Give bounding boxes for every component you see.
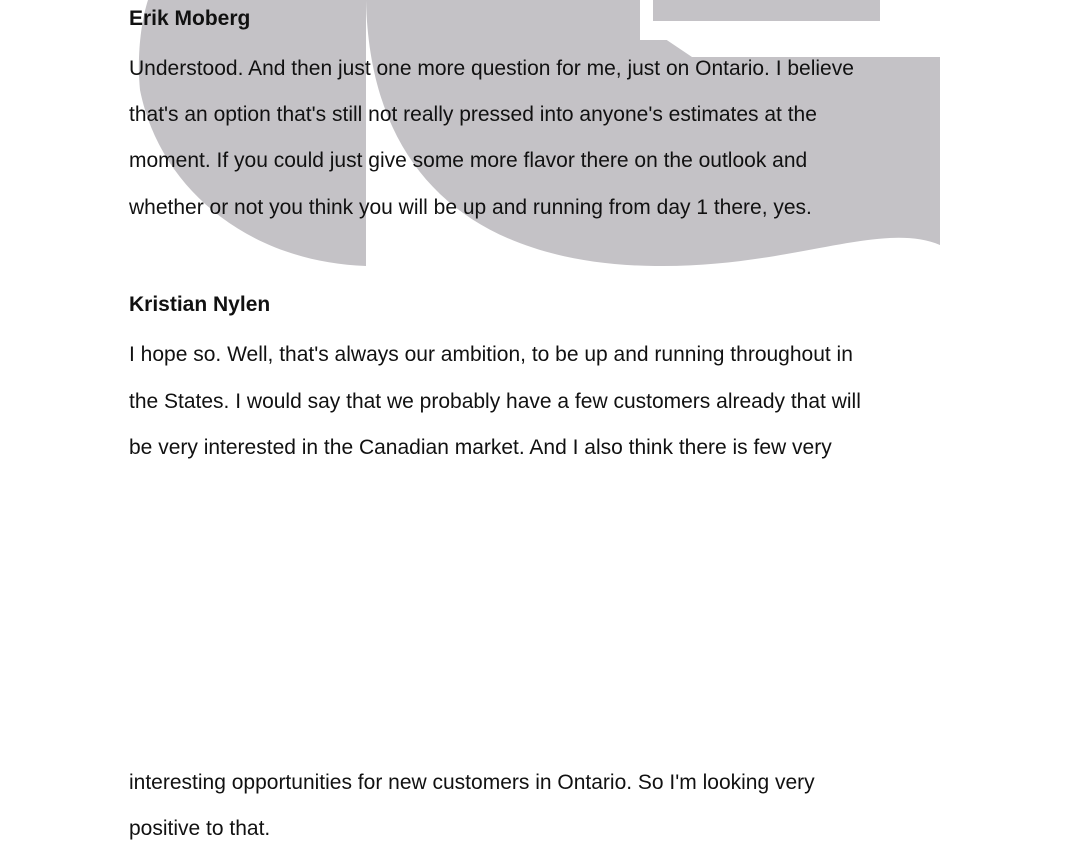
watermark-left-arc bbox=[139, 0, 366, 266]
transcript-line: whether or not you think you will be up and running from day 1 there, yes. bbox=[129, 196, 812, 219]
transcript-line: that's an option that's still not really pressed into anyone's estimates at the bbox=[129, 103, 817, 126]
transcript-line: the States. I would say that we probably have a few customers already that will bbox=[129, 390, 861, 413]
transcript-line: I hope so. Well, that's always our ambition, to be up and running throughout in bbox=[129, 343, 853, 366]
transcript-line: positive to that. bbox=[129, 817, 271, 840]
transcript-line: Understood. And then just one more question for me, just on Ontario. I believe bbox=[129, 57, 854, 80]
watermark-top-bar bbox=[653, 0, 880, 21]
transcript-line: interesting opportunities for new customers in Ontario. So I'm looking very bbox=[129, 771, 815, 794]
speaker-name: Kristian Nylen bbox=[129, 293, 271, 316]
transcript-line: be very interested in the Canadian market. And I also think there is few very bbox=[129, 436, 832, 459]
transcript-line: moment. If you could just give some more flavor there on the outlook and bbox=[129, 149, 808, 172]
speaker-name: Erik Moberg bbox=[129, 7, 251, 30]
